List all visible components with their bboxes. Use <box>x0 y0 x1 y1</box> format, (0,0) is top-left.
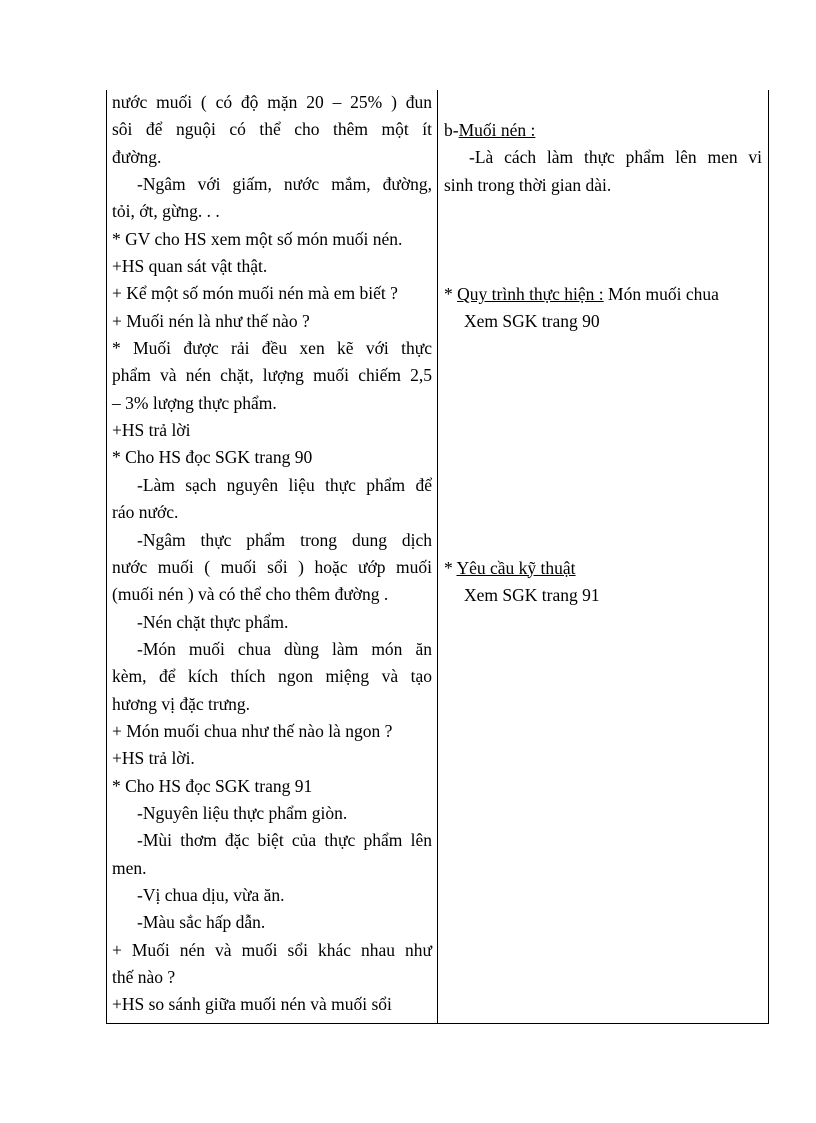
left-text-line: sôi để nguội có thể cho thêm một ít <box>112 119 432 140</box>
requirements-reference: Xem SGK trang 91 <box>464 584 600 605</box>
spacer <box>444 527 762 554</box>
left-column <box>112 89 432 1019</box>
spacer <box>444 500 762 527</box>
left-text-line: -Nén chặt thực phẩm. <box>137 611 289 632</box>
table-left-border <box>106 90 107 1024</box>
left-text-line: +HS trả lời <box>112 420 191 441</box>
left-text-line: đường. <box>112 146 162 167</box>
left-text-line: -Vị chua dịu, vừa ăn. <box>137 884 285 905</box>
left-text-line: -Ngâm với giấm, nước mắm, đường, <box>137 174 432 195</box>
spacer <box>444 472 762 499</box>
left-text-line: + Kể một số món muối nén mà em biết ? <box>112 283 398 304</box>
spacer <box>444 445 762 472</box>
section-b-title: Muối nén : <box>458 120 536 140</box>
left-text-line: -Mùi thơm đặc biệt của thực phẩm lên <box>137 830 432 851</box>
left-text-line: phẩm và nén chặt, lượng muối chiếm 2,5 <box>112 365 432 386</box>
process-bullet: * <box>444 284 458 305</box>
left-text-line: ráo nước. <box>112 502 179 523</box>
process-heading <box>444 281 762 308</box>
table-right-border <box>768 90 769 1024</box>
spacer <box>444 363 762 390</box>
left-text-line: hương vị đặc trưng. <box>112 693 251 714</box>
table-middle-border <box>437 90 438 1024</box>
section-b-body-line-1: -Là cách làm thực phẩm lên men vi <box>469 147 762 168</box>
table-bottom-border <box>106 1023 769 1024</box>
left-text-line: * GV cho HS xem một số món muối nén. <box>112 228 403 249</box>
requirements-bullet: * <box>444 557 457 578</box>
left-text-line: -Màu sắc hấp dẫn. <box>137 912 266 933</box>
spacer <box>444 418 762 445</box>
process-title: Quy trình thực hiện : <box>457 284 604 305</box>
left-text-line: -Ngâm thực phẩm trong dung dịch <box>137 529 432 550</box>
left-text-line: + Muối nén và muối sổi khác nhau như <box>112 939 432 960</box>
left-text-line: (muối nén ) và có thể cho thêm đường . <box>112 584 389 605</box>
process-value: Món muối chua <box>603 284 719 305</box>
spacer <box>444 199 762 226</box>
spacer <box>444 336 762 363</box>
process-reference: Xem SGK trang 90 <box>464 311 600 332</box>
left-text-line: + Muối nén là như thế nào ? <box>112 310 310 331</box>
section-b-prefix: b- <box>444 120 459 140</box>
left-text-line: +HS quan sát vật thật. <box>112 256 268 277</box>
left-text-line: kèm, để kích thích ngon miệng và tạo <box>112 666 432 687</box>
left-text-line: – 3% lượng thực phẩm. <box>112 392 277 413</box>
spacer <box>444 390 762 417</box>
requirements-heading <box>444 555 762 582</box>
left-text-line: nước muối ( có độ mặn 20 – 25% ) đun <box>112 92 432 112</box>
section-b-body-line-2: sinh trong thời gian dài. <box>444 174 612 195</box>
right-column <box>444 117 762 609</box>
left-text-line: thế nào ? <box>112 967 176 987</box>
left-text-line: +HS so sánh giữa muối nén và muối sổi <box>112 994 392 1015</box>
spacer <box>444 254 762 281</box>
left-text-line: nước muối ( muối sổi ) hoặc ướp muối <box>112 556 432 577</box>
left-text-line: +HS trả lời. <box>112 748 195 769</box>
requirements-title: Yêu cầu kỹ thuật <box>456 557 576 578</box>
left-text-line: tỏi, ớt, gừng. . . <box>112 201 220 222</box>
left-text-line: * Muối được rải đều xen kẽ với thực <box>112 338 432 359</box>
left-text-line: men. <box>112 857 147 878</box>
left-text-line: -Nguyên liệu thực phẩm giòn. <box>137 802 348 823</box>
spacer <box>444 226 762 253</box>
left-text-line: + Món muối chua như thế nào là ngon ? <box>112 720 393 741</box>
left-text-line: -Món muối chua dùng làm món ăn <box>137 638 432 659</box>
left-text-line: -Làm sạch nguyên liệu thực phẩm để <box>137 474 432 495</box>
section-b-heading <box>444 117 762 144</box>
left-text-line: * Cho HS đọc SGK trang 90 <box>112 447 313 468</box>
left-text-line: * Cho HS đọc SGK trang 91 <box>112 775 313 796</box>
